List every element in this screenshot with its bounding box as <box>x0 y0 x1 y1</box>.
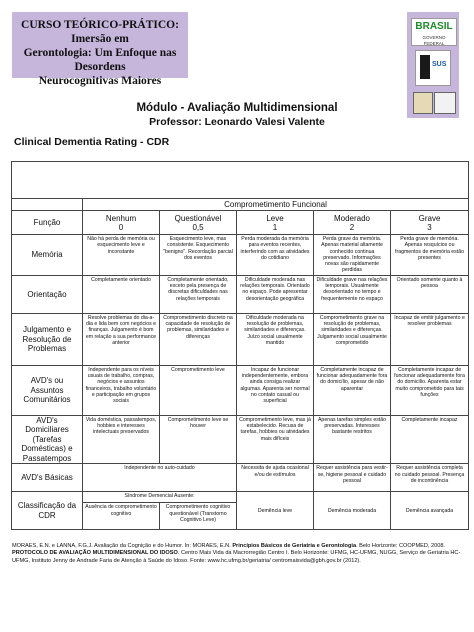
banner-line-1: CURSO TEÓRICO-PRÁTICO: Imersão em <box>21 19 179 45</box>
table-cell: Comprometimento discreto na capacidade de resolução de problemas, similaridades e diferenças <box>160 313 237 365</box>
table-cell: Incapaz de emitir julgamento e resolver problemas <box>391 313 469 365</box>
reference-2-title: PROTOCOLO DE AVALIAÇÃO MULTIDIMENSIONAL DO IDOSO <box>12 550 178 557</box>
table-cell: Completamente orientado <box>83 275 160 313</box>
table-row-avd-basicas <box>12 464 469 492</box>
table-cell: Comprometimento cognitivo questionável (Transtorno Cognitivo Leve) <box>160 503 237 530</box>
level-cell <box>237 211 314 235</box>
table-header-row <box>12 199 469 211</box>
table-spacer-row <box>12 162 469 199</box>
functional-impairment-header: Comprometimento Funcional <box>83 199 469 211</box>
brasil-logo-icon <box>411 18 457 46</box>
level-name: Questionável <box>174 213 222 223</box>
banner-line-2: Gerontologia: Um Enfoque nas Desordens <box>23 47 177 73</box>
table-cell: Necessita de ajuda ocasional e/ou de estímulos <box>237 464 314 492</box>
table-row-classification <box>12 492 469 503</box>
section-title: Clinical Dementia Rating - CDR <box>14 136 170 148</box>
level-name: Moderado <box>333 213 371 223</box>
table-cell: Comprometimento leve, mas já estabelecido. Recusa de tarefas, hobbies ou atividades mais difíceis <box>237 415 314 464</box>
row-label: Julgamento e Resolução de Problemas <box>12 313 83 365</box>
table-cell: Não há perda de memória ou esquecimento leve e inconstante <box>83 235 160 276</box>
row-label: Memória <box>12 235 83 276</box>
table-cell: Síndrome Demencial Ausente: <box>83 492 237 503</box>
table-cell: Completamente incapaz de funcionar adequadamente fora do domicílio. Aparenta estar muito comprometido para tais funções <box>391 365 469 415</box>
function-label: Função <box>12 211 83 235</box>
brasil-logo-text: BRASIL <box>415 21 453 32</box>
table-row <box>12 275 469 313</box>
level-score: 0 <box>118 222 124 232</box>
table-cell: Vida doméstica, passatempos, hobbies e interesses intelectuais preservados <box>83 415 160 464</box>
table-cell: Perda grave da memória. Apenas material altamente conhecido continua preservado. Informações novas são rapidamente perdidas <box>314 235 391 276</box>
level-name: Leve <box>266 213 284 223</box>
table-row <box>12 365 469 415</box>
table-cell: Esquecimento leve, mas consistente. Esquecimento "benigno". Recordação parcial dos eventos <box>160 235 237 276</box>
table-cell: Independente no auto-cuidado <box>83 464 237 492</box>
row-label: AVD's Básicas <box>12 464 83 492</box>
table-cell: Perda moderada da memória para eventos recentes, interferindo com as atividades do cotidiano <box>237 235 314 276</box>
reference-2-text: . Centro Mais Vida da Macrorregião Centro I. Belo Horizonte: UFMG, HC-UFMG, NUGG, Serviço de Geriatria HC-UFMG, Instituto Jenny de Andrade Faria de Atenção à Saúde do Idoso. Fonte: www.hc.ufmg.br/geriatria/ centromaisvida@gbh.gov.br (2012). <box>12 550 461 564</box>
course-banner <box>12 12 188 87</box>
header-blank-cell <box>12 199 83 211</box>
cdr-table <box>11 161 469 530</box>
reference-1-book: Princípios Básicos de Geriatria e Gerontologia <box>232 543 357 549</box>
table-cell: Dificuldade grave nas relações temporais. Usualmente desorientado no tempo e frequentemente no espaço <box>314 275 391 313</box>
reference-1-end: . Belo Horizonte: COOPMED, 2008. <box>356 543 445 549</box>
table-cell: Dificuldade moderada nas relações temporais. Orientado no espaço. Pode apresentar desorientação geográfica <box>237 275 314 313</box>
table-cell: Dificuldade moderada na resolução de problemas, similaridades e diferenças. Juízo social usualmente mantido <box>237 313 314 365</box>
table-cell: Completamente incapaz <box>391 415 469 464</box>
level-cell <box>83 211 160 235</box>
table-cell: Perda grave de memória. Apenas resquícios ou fragmentos de memória estão presentes <box>391 235 469 276</box>
row-label: Orientação <box>12 275 83 313</box>
table-cell: Requer assistência para vestir-se, higiene pessoal e cuidado pessoal <box>314 464 391 492</box>
references <box>12 543 464 565</box>
table-cell: Apenas tarefas simples estão preservadas. Interesses bastante restritos <box>314 415 391 464</box>
row-label: AVD's Domiciliares (Tarefas Domésticas) e Passatempos <box>12 415 83 464</box>
sus-logo-icon <box>415 50 451 86</box>
table-cell: Independente para os níveis usuais de trabalho, compras, negócios e assuntos financeiros, trabalho voluntário e participação em grupos sociais <box>83 365 160 415</box>
table-cell: Orientado somente quanto à pessoa <box>391 275 469 313</box>
level-cell <box>314 211 391 235</box>
level-score: 0,5 <box>192 222 204 232</box>
table-row <box>12 235 469 276</box>
level-cell <box>160 211 237 235</box>
row-label: Classificação da CDR <box>12 492 83 530</box>
reference-2 <box>12 550 464 565</box>
level-score: 3 <box>427 222 432 232</box>
table-row <box>12 313 469 365</box>
table-cell: Comprometimento leve se houver <box>160 415 237 464</box>
reference-1-text: MORAES, E.N. e LANNA, F.G.J. Avaliação da Cognição e do Humor. In: MORAES, E.N. <box>12 543 233 549</box>
levels-row <box>12 211 469 235</box>
table-cell: Demência moderada <box>314 492 391 530</box>
professor-line: Professor: Leonardo Valesi Valente <box>149 116 325 128</box>
table-cell: Incapaz de funcionar independentemente, embora ainda consiga realizar algumas. Aparenta ser normal no contato casual ou superficial <box>237 365 314 415</box>
brasil-logo-subtext: GOVERNO FEDERAL <box>422 35 446 46</box>
sus-logo-text: SUS <box>432 61 447 68</box>
level-name: Nenhum <box>105 213 137 223</box>
module-title: Módulo - Avaliação Multidimensional <box>136 102 338 114</box>
table-cell: Completamente orientado, exceto pela presença de discretas dificuldades nas relações temporais <box>160 275 237 313</box>
level-cell <box>391 211 469 235</box>
banner-line-3: Neurocognitivas Maiores <box>38 75 162 87</box>
table-cell: Ausência de comprometimento cognitivo <box>83 503 160 530</box>
level-name: Grave <box>418 213 441 223</box>
table-cell: Comprometimento leve <box>160 365 237 415</box>
table-cell: Comprometimento grave na resolução de problemas, similaridades e diferenças. Julgamento social usualmente comprometido <box>314 313 391 365</box>
table-cell: Requer assistência completa no cuidado pessoal. Presença de incontinência <box>391 464 469 492</box>
table-cell: Resolve problemas do dia-a-dia e lida bem com negócios e finanças. Julgamento é bom em relação a sua performance anterior <box>83 313 160 365</box>
level-score: 1 <box>272 222 278 232</box>
row-label: AVD's ou Assuntos Comunitários <box>12 365 83 415</box>
table-cell: Demência avançada <box>391 492 469 530</box>
table-top-blank <box>12 162 469 199</box>
table-cell: Completamente incapaz de funcionar adequadamente fora do domicílio, apesar de não aparentar <box>314 365 391 415</box>
table-row <box>12 415 469 464</box>
level-score: 2 <box>349 222 355 232</box>
table-cell: Demência leve <box>237 492 314 530</box>
